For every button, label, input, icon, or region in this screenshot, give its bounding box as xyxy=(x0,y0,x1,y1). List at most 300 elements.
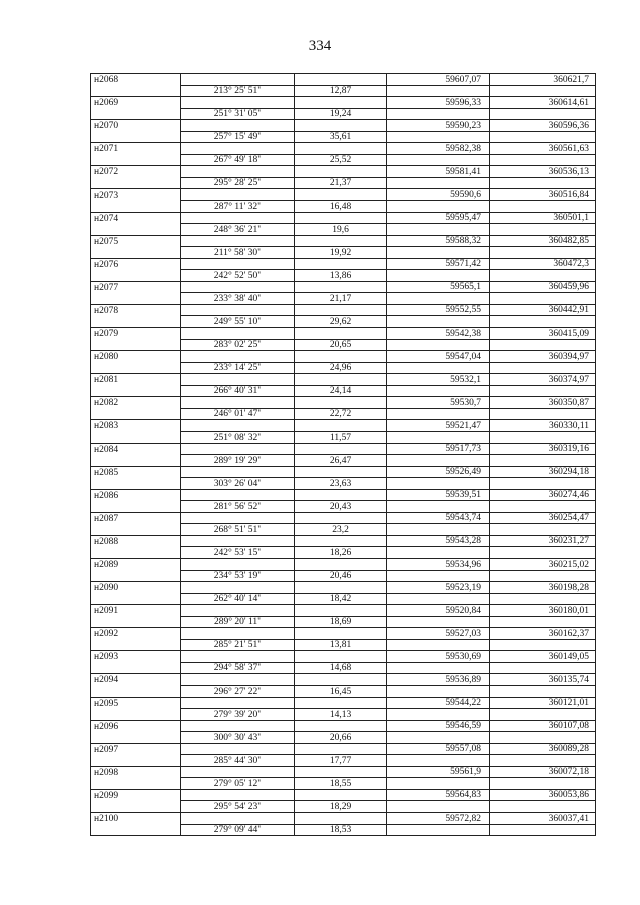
empty-cell xyxy=(387,478,490,490)
empty-cell xyxy=(295,97,387,109)
empty-cell xyxy=(181,258,295,270)
point-row xyxy=(91,74,596,86)
empty-cell xyxy=(295,582,387,594)
empty-cell xyxy=(387,362,490,374)
empty-cell xyxy=(295,304,387,316)
segment-row xyxy=(91,455,596,467)
empty-cell xyxy=(387,732,490,744)
empty-cell xyxy=(387,316,490,328)
point-row xyxy=(91,558,596,570)
direction-angle: 267° 49' 18" xyxy=(181,154,295,166)
empty-cell xyxy=(387,85,490,97)
y-coordinate: 360319,16 xyxy=(490,443,596,455)
empty-cell xyxy=(91,732,181,744)
segment-length: 18,29 xyxy=(295,801,387,813)
point-name: н2099 xyxy=(91,789,181,801)
point-row xyxy=(91,97,596,109)
point-row xyxy=(91,743,596,755)
direction-angle: 279° 39' 20" xyxy=(181,709,295,721)
y-coordinate: 360107,08 xyxy=(490,720,596,732)
y-coordinate: 360501,1 xyxy=(490,212,596,224)
empty-cell xyxy=(295,628,387,640)
point-row xyxy=(91,605,596,617)
y-coordinate: 360536,13 xyxy=(490,166,596,178)
segment-length: 18,26 xyxy=(295,547,387,559)
y-coordinate: 360442,91 xyxy=(490,304,596,316)
empty-cell xyxy=(490,316,596,328)
segment-row xyxy=(91,362,596,374)
empty-cell xyxy=(181,374,295,386)
segment-row xyxy=(91,316,596,328)
empty-cell xyxy=(295,674,387,686)
point-row xyxy=(91,628,596,640)
empty-cell xyxy=(181,628,295,640)
x-coordinate: 59572,82 xyxy=(387,813,490,825)
x-coordinate: 59596,33 xyxy=(387,97,490,109)
point-row xyxy=(91,235,596,247)
empty-cell xyxy=(490,339,596,351)
segment-row xyxy=(91,501,596,513)
empty-cell xyxy=(91,547,181,559)
empty-cell xyxy=(295,397,387,409)
empty-cell xyxy=(91,270,181,282)
point-name: н2090 xyxy=(91,582,181,594)
empty-cell xyxy=(91,362,181,374)
empty-cell xyxy=(387,524,490,536)
empty-cell xyxy=(181,743,295,755)
empty-cell xyxy=(295,651,387,663)
point-name: н2082 xyxy=(91,397,181,409)
point-row xyxy=(91,789,596,801)
empty-cell xyxy=(91,478,181,490)
direction-angle: 285° 44' 30" xyxy=(181,755,295,767)
x-coordinate: 59571,42 xyxy=(387,258,490,270)
point-name: н2100 xyxy=(91,813,181,825)
empty-cell xyxy=(181,558,295,570)
empty-cell xyxy=(490,108,596,120)
empty-cell xyxy=(91,408,181,420)
direction-angle: 251° 08' 32" xyxy=(181,431,295,443)
x-coordinate: 59561,9 xyxy=(387,766,490,778)
empty-cell xyxy=(387,224,490,236)
empty-cell xyxy=(181,74,295,86)
segment-length: 19,6 xyxy=(295,224,387,236)
empty-cell xyxy=(181,397,295,409)
segment-length: 19,92 xyxy=(295,247,387,259)
empty-cell xyxy=(181,351,295,363)
y-coordinate: 360459,96 xyxy=(490,281,596,293)
empty-cell xyxy=(295,789,387,801)
empty-cell xyxy=(490,478,596,490)
empty-cell xyxy=(295,512,387,524)
segment-row xyxy=(91,339,596,351)
y-coordinate: 360394,97 xyxy=(490,351,596,363)
empty-cell xyxy=(387,755,490,767)
point-name: н2089 xyxy=(91,558,181,570)
segment-row xyxy=(91,385,596,397)
empty-cell xyxy=(181,212,295,224)
empty-cell xyxy=(181,189,295,201)
segment-row xyxy=(91,685,596,697)
point-row xyxy=(91,766,596,778)
empty-cell xyxy=(181,489,295,501)
empty-cell xyxy=(181,120,295,132)
y-coordinate: 360162,37 xyxy=(490,628,596,640)
empty-cell xyxy=(91,131,181,143)
empty-cell xyxy=(387,131,490,143)
x-coordinate: 59565,1 xyxy=(387,281,490,293)
segment-length: 12,87 xyxy=(295,85,387,97)
empty-cell xyxy=(490,709,596,721)
segment-length: 13,81 xyxy=(295,639,387,651)
segment-length: 18,53 xyxy=(295,824,387,836)
empty-cell xyxy=(490,362,596,374)
empty-cell xyxy=(490,408,596,420)
y-coordinate: 360231,27 xyxy=(490,535,596,547)
point-name: н2074 xyxy=(91,212,181,224)
point-name: н2072 xyxy=(91,166,181,178)
empty-cell xyxy=(295,212,387,224)
empty-cell xyxy=(295,720,387,732)
empty-cell xyxy=(295,813,387,825)
direction-angle: 233° 14' 25" xyxy=(181,362,295,374)
segment-row xyxy=(91,755,596,767)
x-coordinate: 59542,38 xyxy=(387,328,490,340)
segment-length: 13,86 xyxy=(295,270,387,282)
segment-length: 20,66 xyxy=(295,732,387,744)
empty-cell xyxy=(490,732,596,744)
point-name: н2071 xyxy=(91,143,181,155)
point-name: н2097 xyxy=(91,743,181,755)
direction-angle: 283° 02' 25" xyxy=(181,339,295,351)
empty-cell xyxy=(181,766,295,778)
y-coordinate: 360135,74 xyxy=(490,674,596,686)
point-row xyxy=(91,328,596,340)
x-coordinate: 59547,04 xyxy=(387,351,490,363)
empty-cell xyxy=(490,154,596,166)
empty-cell xyxy=(295,281,387,293)
segment-length: 18,69 xyxy=(295,616,387,628)
empty-cell xyxy=(387,685,490,697)
point-name: н2075 xyxy=(91,235,181,247)
x-coordinate: 59539,51 xyxy=(387,489,490,501)
empty-cell xyxy=(490,293,596,305)
segment-length: 24,14 xyxy=(295,385,387,397)
empty-cell xyxy=(91,616,181,628)
x-coordinate: 59543,28 xyxy=(387,535,490,547)
direction-angle: 262° 40' 14" xyxy=(181,593,295,605)
empty-cell xyxy=(295,328,387,340)
empty-cell xyxy=(91,201,181,213)
empty-cell xyxy=(490,801,596,813)
segment-length: 18,55 xyxy=(295,778,387,790)
empty-cell xyxy=(91,224,181,236)
empty-cell xyxy=(490,270,596,282)
segment-row xyxy=(91,108,596,120)
empty-cell xyxy=(387,570,490,582)
direction-angle: 279° 09' 44" xyxy=(181,824,295,836)
direction-angle: 242° 52' 50" xyxy=(181,270,295,282)
y-coordinate: 360350,87 xyxy=(490,397,596,409)
empty-cell xyxy=(181,651,295,663)
point-row xyxy=(91,189,596,201)
empty-cell xyxy=(295,143,387,155)
direction-angle: 233° 38' 40" xyxy=(181,293,295,305)
y-coordinate: 360274,46 xyxy=(490,489,596,501)
x-coordinate: 59543,74 xyxy=(387,512,490,524)
page-number: 334 xyxy=(308,38,332,54)
direction-angle: 300° 30' 43" xyxy=(181,732,295,744)
x-coordinate: 59536,89 xyxy=(387,674,490,686)
direction-angle: 234° 53' 19" xyxy=(181,570,295,582)
point-row xyxy=(91,466,596,478)
empty-cell xyxy=(295,743,387,755)
direction-angle: 242° 53' 15" xyxy=(181,547,295,559)
point-row xyxy=(91,143,596,155)
segment-row xyxy=(91,709,596,721)
point-row xyxy=(91,212,596,224)
empty-cell xyxy=(181,466,295,478)
y-coordinate: 360596,36 xyxy=(490,120,596,132)
direction-angle: 257° 15' 49" xyxy=(181,131,295,143)
y-coordinate: 360482,85 xyxy=(490,235,596,247)
segment-row xyxy=(91,478,596,490)
x-coordinate: 59557,08 xyxy=(387,743,490,755)
empty-cell xyxy=(181,420,295,432)
empty-cell xyxy=(387,778,490,790)
empty-cell xyxy=(490,177,596,189)
empty-cell xyxy=(181,720,295,732)
empty-cell xyxy=(387,431,490,443)
empty-cell xyxy=(387,801,490,813)
segment-row xyxy=(91,547,596,559)
point-name: н2094 xyxy=(91,674,181,686)
empty-cell xyxy=(181,582,295,594)
segment-length: 22,72 xyxy=(295,408,387,420)
empty-cell xyxy=(91,316,181,328)
empty-cell xyxy=(295,374,387,386)
empty-cell xyxy=(91,709,181,721)
empty-cell xyxy=(387,455,490,467)
empty-cell xyxy=(91,593,181,605)
point-row xyxy=(91,813,596,825)
direction-angle: 248° 36' 21" xyxy=(181,224,295,236)
segment-row xyxy=(91,270,596,282)
direction-angle: 295° 54' 23" xyxy=(181,801,295,813)
segment-row xyxy=(91,570,596,582)
empty-cell xyxy=(387,501,490,513)
x-coordinate: 59530,7 xyxy=(387,397,490,409)
empty-cell xyxy=(387,247,490,259)
point-row xyxy=(91,281,596,293)
empty-cell xyxy=(387,616,490,628)
empty-cell xyxy=(387,824,490,836)
point-name: н2070 xyxy=(91,120,181,132)
point-name: н2098 xyxy=(91,766,181,778)
x-coordinate: 59595,47 xyxy=(387,212,490,224)
x-coordinate: 59520,84 xyxy=(387,605,490,617)
empty-cell xyxy=(387,709,490,721)
point-row xyxy=(91,697,596,709)
empty-cell xyxy=(490,224,596,236)
direction-angle: 246° 01' 47" xyxy=(181,408,295,420)
empty-cell xyxy=(490,431,596,443)
empty-cell xyxy=(91,247,181,259)
empty-cell xyxy=(91,339,181,351)
direction-angle: 281° 56' 52" xyxy=(181,501,295,513)
point-name: н2077 xyxy=(91,281,181,293)
empty-cell xyxy=(387,639,490,651)
y-coordinate: 360472,3 xyxy=(490,258,596,270)
empty-cell xyxy=(490,385,596,397)
direction-angle: 266° 40' 31" xyxy=(181,385,295,397)
empty-cell xyxy=(181,605,295,617)
empty-cell xyxy=(295,558,387,570)
empty-cell xyxy=(490,593,596,605)
empty-cell xyxy=(295,120,387,132)
y-coordinate: 360415,09 xyxy=(490,328,596,340)
segment-row xyxy=(91,177,596,189)
x-coordinate: 59590,6 xyxy=(387,189,490,201)
x-coordinate: 59527,03 xyxy=(387,628,490,640)
x-coordinate: 59546,59 xyxy=(387,720,490,732)
empty-cell xyxy=(295,535,387,547)
x-coordinate: 59590,23 xyxy=(387,120,490,132)
coordinates-table-body xyxy=(91,74,596,836)
empty-cell xyxy=(295,697,387,709)
empty-cell xyxy=(490,639,596,651)
empty-cell xyxy=(91,639,181,651)
segment-length: 26,47 xyxy=(295,455,387,467)
point-name: н2085 xyxy=(91,466,181,478)
point-name: н2096 xyxy=(91,720,181,732)
segment-length: 21,17 xyxy=(295,293,387,305)
empty-cell xyxy=(387,270,490,282)
empty-cell xyxy=(181,813,295,825)
empty-cell xyxy=(91,824,181,836)
empty-cell xyxy=(181,304,295,316)
empty-cell xyxy=(295,235,387,247)
empty-cell xyxy=(295,766,387,778)
empty-cell xyxy=(490,685,596,697)
point-name: н2092 xyxy=(91,628,181,640)
point-row xyxy=(91,304,596,316)
segment-row xyxy=(91,732,596,744)
point-row xyxy=(91,374,596,386)
segment-length: 20,43 xyxy=(295,501,387,513)
empty-cell xyxy=(91,177,181,189)
empty-cell xyxy=(295,166,387,178)
segment-length: 19,24 xyxy=(295,108,387,120)
empty-cell xyxy=(181,143,295,155)
direction-angle: 287° 11' 32" xyxy=(181,201,295,213)
segment-length: 20,46 xyxy=(295,570,387,582)
empty-cell xyxy=(91,524,181,536)
point-row xyxy=(91,582,596,594)
point-row xyxy=(91,674,596,686)
x-coordinate: 59607,07 xyxy=(387,74,490,86)
point-name: н2080 xyxy=(91,351,181,363)
segment-length: 35,61 xyxy=(295,131,387,143)
empty-cell xyxy=(91,801,181,813)
segment-length: 20,65 xyxy=(295,339,387,351)
x-coordinate: 59534,96 xyxy=(387,558,490,570)
point-name: н2086 xyxy=(91,489,181,501)
empty-cell xyxy=(181,697,295,709)
empty-cell xyxy=(91,570,181,582)
empty-cell xyxy=(490,778,596,790)
empty-cell xyxy=(181,535,295,547)
point-name: н2079 xyxy=(91,328,181,340)
segment-length: 24,96 xyxy=(295,362,387,374)
empty-cell xyxy=(490,662,596,674)
x-coordinate: 59582,38 xyxy=(387,143,490,155)
segment-row xyxy=(91,431,596,443)
y-coordinate: 360561,63 xyxy=(490,143,596,155)
segment-length: 11,57 xyxy=(295,431,387,443)
segment-row xyxy=(91,408,596,420)
segment-row xyxy=(91,201,596,213)
empty-cell xyxy=(490,247,596,259)
point-name: н2093 xyxy=(91,651,181,663)
segment-row xyxy=(91,154,596,166)
direction-angle: 268° 51' 51" xyxy=(181,524,295,536)
direction-angle: 285° 21' 51" xyxy=(181,639,295,651)
direction-angle: 249° 55' 10" xyxy=(181,316,295,328)
direction-angle: 296° 27' 22" xyxy=(181,685,295,697)
empty-cell xyxy=(387,385,490,397)
empty-cell xyxy=(181,97,295,109)
empty-cell xyxy=(91,431,181,443)
empty-cell xyxy=(295,443,387,455)
empty-cell xyxy=(387,293,490,305)
empty-cell xyxy=(181,281,295,293)
empty-cell xyxy=(387,177,490,189)
empty-cell xyxy=(181,235,295,247)
point-row xyxy=(91,443,596,455)
y-coordinate: 360089,28 xyxy=(490,743,596,755)
empty-cell xyxy=(91,455,181,467)
empty-cell xyxy=(295,74,387,86)
segment-row xyxy=(91,616,596,628)
point-name: н2083 xyxy=(91,420,181,432)
x-coordinate: 59517,73 xyxy=(387,443,490,455)
empty-cell xyxy=(387,547,490,559)
segment-length: 23,2 xyxy=(295,524,387,536)
direction-angle: 279° 05' 12" xyxy=(181,778,295,790)
segment-row xyxy=(91,524,596,536)
empty-cell xyxy=(490,824,596,836)
empty-cell xyxy=(387,339,490,351)
empty-cell xyxy=(91,293,181,305)
y-coordinate: 360180,01 xyxy=(490,605,596,617)
segment-row xyxy=(91,224,596,236)
empty-cell xyxy=(181,512,295,524)
empty-cell xyxy=(181,789,295,801)
empty-cell xyxy=(490,755,596,767)
point-name: н2084 xyxy=(91,443,181,455)
segment-length: 14,68 xyxy=(295,662,387,674)
direction-angle: 294° 58' 37" xyxy=(181,662,295,674)
empty-cell xyxy=(490,501,596,513)
x-coordinate: 59581,41 xyxy=(387,166,490,178)
empty-cell xyxy=(91,501,181,513)
point-name: н2078 xyxy=(91,304,181,316)
x-coordinate: 59588,32 xyxy=(387,235,490,247)
point-row xyxy=(91,258,596,270)
empty-cell xyxy=(387,108,490,120)
y-coordinate: 360374,97 xyxy=(490,374,596,386)
